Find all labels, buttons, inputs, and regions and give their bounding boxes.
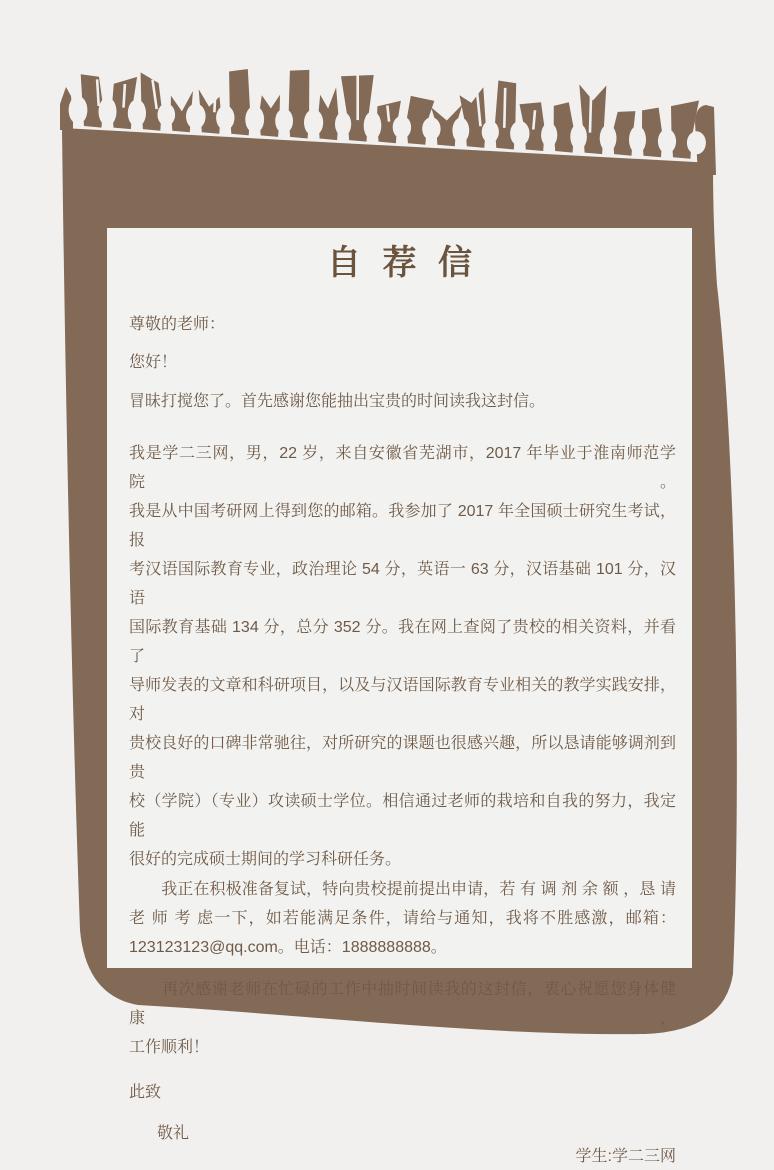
letter-line: 工作顺利！ bbox=[129, 1039, 210, 1056]
paragraph-request bbox=[129, 875, 676, 962]
opening-line: 冒昧打搅您了。首先感谢您能抽出宝贵的时间读我这封信。 bbox=[129, 393, 546, 410]
binder-hole bbox=[128, 99, 146, 126]
letter-line: 123123123@qq.com。电话：1888888888。 bbox=[129, 939, 447, 956]
binder-hole bbox=[510, 121, 529, 146]
binder-hole bbox=[658, 129, 676, 154]
letter-line: 我正在积极准备复试，特向贵校提前提出申请，若 有 调 剂 余 额 ，恳 请 bbox=[129, 881, 676, 898]
binder-hole bbox=[99, 97, 117, 125]
salutation: 尊敬的老师： bbox=[129, 316, 226, 333]
letter-line: 国际教育基础 134 分，总分 352 分。我在网上查阅了贵校的相关资料，并看了 bbox=[129, 619, 676, 665]
binder-hole bbox=[393, 116, 411, 139]
binder-hole bbox=[600, 125, 617, 152]
binder-hole bbox=[452, 118, 469, 143]
letter-line: 考汉语国际教育专业，政治理论 54 分，英语一 63 分，汉语基础 101 分，汉语 bbox=[129, 561, 676, 607]
binder-hole bbox=[422, 117, 440, 140]
greeting: 您好！ bbox=[129, 354, 178, 371]
binder-hole bbox=[69, 96, 88, 124]
signature: 学生:学二三网 bbox=[575, 1148, 676, 1165]
letter-line: 我是学二三网，男，22 岁，来自安徽省芜湖市，2017 年毕业于淮南师范学院。 bbox=[129, 445, 676, 491]
closing-jingli: 敬礼 bbox=[157, 1125, 190, 1142]
binder-hole bbox=[687, 131, 706, 154]
binder-hole bbox=[570, 124, 587, 150]
closing-cizhi: 此致 bbox=[129, 1084, 162, 1101]
binder-hole bbox=[158, 104, 176, 126]
letter-line: 很好的完成硕士期间的学习科研任务。 bbox=[129, 851, 402, 868]
binder-hole bbox=[482, 121, 499, 143]
binder-hole bbox=[541, 123, 557, 147]
letter-line: 导师发表的文章和科研项目，以及与汉语国际教育专业相关的教学实践安排，对 bbox=[129, 677, 676, 723]
binder-hole bbox=[629, 126, 646, 154]
binder-hole bbox=[186, 104, 206, 130]
binder-hole bbox=[245, 106, 264, 133]
letter-line: 我是从中国考研网上得到您的邮箱。我参加了 2017 年全国硕士研究生考试，报 bbox=[129, 503, 676, 549]
letter-line: 校（学院）（专业）攻读硕士学位。相信通过老师的栽培和自我的努力，我定能 bbox=[129, 793, 676, 839]
binder-hole bbox=[335, 112, 351, 136]
paragraph-thanks bbox=[129, 975, 676, 1062]
binder-hole bbox=[304, 109, 323, 136]
letter-line: 老 师 考 虑一下，如若能满足条件，请给与通知，我将不胜感激，邮箱： bbox=[129, 910, 676, 927]
letter-paper bbox=[107, 228, 692, 1165]
letter-line: 再次感谢老师在忙碌的工作中抽时间读我的这封信，衷心祝愿您身体健康， bbox=[129, 981, 676, 1027]
letter-title: 自 荐 信 bbox=[327, 244, 478, 282]
paragraph-introduction bbox=[129, 439, 676, 874]
binder-hole bbox=[216, 106, 234, 131]
binder-hole bbox=[275, 109, 293, 134]
letter-line: 贵校良好的口碑非常驰往，对所研究的课题也很感兴趣，所以恳请能够调剂到贵 bbox=[129, 735, 676, 781]
binder-hole bbox=[364, 111, 382, 139]
